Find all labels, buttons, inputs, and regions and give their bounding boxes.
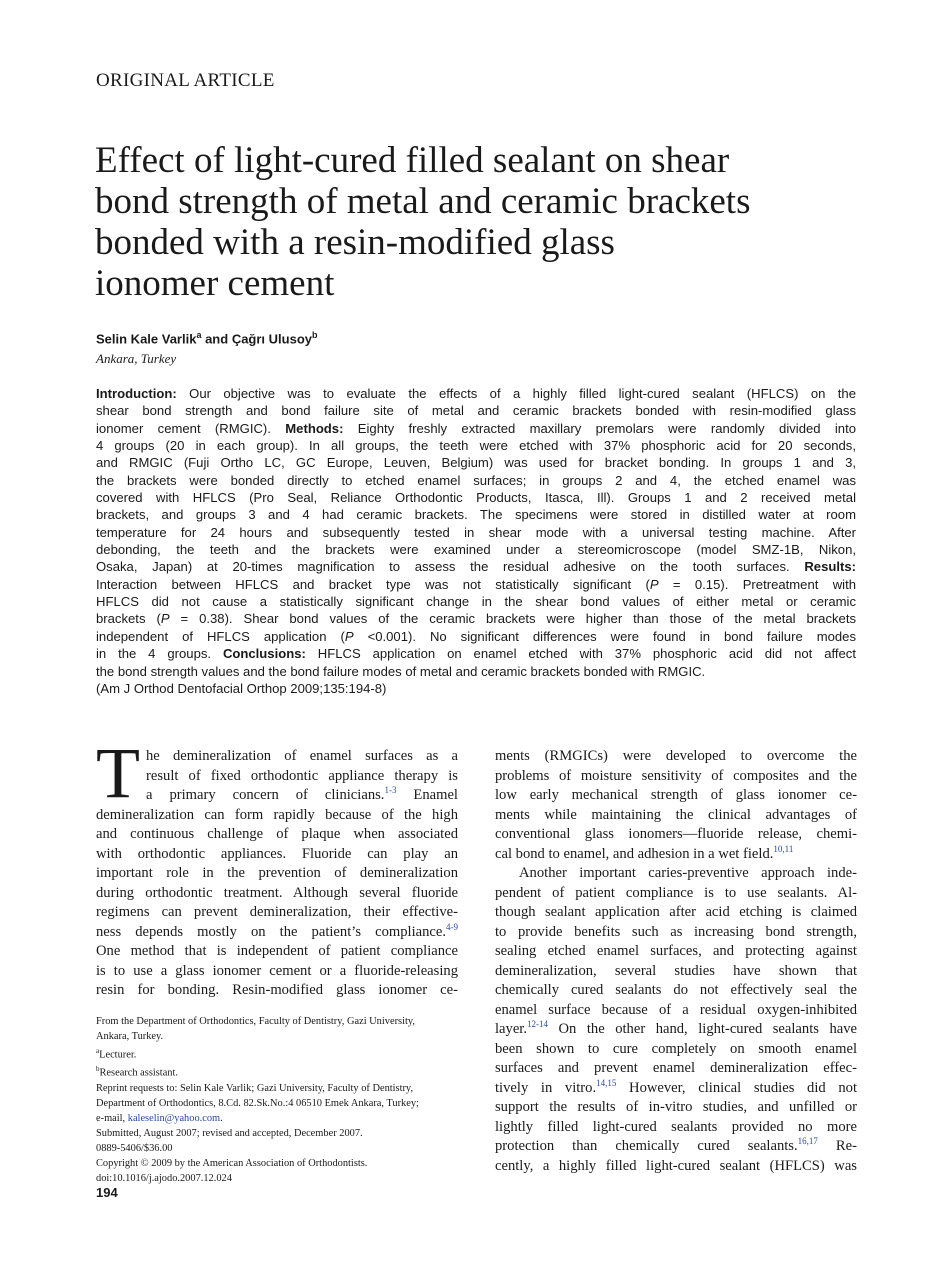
body-line: protection than chemically cured sealants.$^{16,17}$ Re- <box>495 1136 857 1154</box>
footnote-line: 0889-5406/$36.00 <box>96 1142 173 1154</box>
body-line: ness depends mostly on the patient’s compliance.$^{4-9}$ <box>96 921 458 940</box>
abstract-line: debonding, the teeth and the brackets were examined under a stereomicroscope (model SMZ-1B, Nikon, <box>96 542 856 558</box>
body-line: ments (RMGICs) were developed to overcome the <box>495 748 857 764</box>
body-line: important role in the prevention of demineralization <box>96 865 458 881</box>
body-line: surfaces and prevent enamel demineralization effec- <box>495 1060 857 1076</box>
body-line: cently, a highly filled light-cured sealant (HFLCS) was <box>495 1157 857 1174</box>
author-affil-mark: b <box>312 330 318 340</box>
stat-symbol: P <box>344 628 354 644</box>
abstract-line: shear bond strength and bond failure site of metal and ceramic brackets bonded with resin-modified glass <box>96 403 856 419</box>
body-line: sealing etched enamel surfaces, and protecting against <box>495 943 857 959</box>
drop-cap: T <box>96 733 140 813</box>
footnotes <box>96 1014 458 1186</box>
body-column-right <box>495 747 857 1176</box>
email-link[interactable]: kaleselin@yahoo.com <box>127 1112 221 1124</box>
body-line: is to use a glass ionomer cement or a fluoride-releasing <box>96 962 458 979</box>
title-line: bond strength of metal and ceramic brackets <box>95 181 751 222</box>
footnote-line: Ankara, Turkey. <box>96 1031 164 1042</box>
abstract-line: Introduction: Our objective was to evaluate the effects of a highly filled light-cured sealant (HFLCS) on the <box>96 386 856 401</box>
footnote-line: Reprint requests to: Selin Kale Varlik; Gazi University, Faculty of Dentistry, <box>96 1082 414 1094</box>
abstract-line: and RMGIC (Fuji Ortho LC, GC Europe, Leuven, Belgium) was used for bracket bonding. In groups 1 and 3, <box>96 455 856 471</box>
footnote-line: From the Department of Orthodontics, Faculty of Dentistry, Gazi University, <box>96 1016 415 1027</box>
page-number: 194 <box>96 1185 118 1200</box>
footnote-mark: b <box>96 1065 100 1074</box>
abstract-line: 4 groups (20 in each group). In all groups, the teeth were etched with 37% phosphoric acid for 20 seconds, <box>96 438 856 454</box>
body-line: result of fixed orthodontic appliance therapy is <box>146 767 458 784</box>
affiliation: Ankara, Turkey <box>96 351 177 366</box>
footnote-line: Copyright © 2009 by the American Association of Orthodontists. <box>96 1157 368 1169</box>
abstract-line: brackets, and groups 3 and 4 had ceramic brackets. The specimens were stored in distilled water at room <box>96 507 856 523</box>
author-list <box>96 330 318 346</box>
body-line: conventional glass ionomers—fluoride release, chemi- <box>495 826 857 842</box>
body-line: support the results of in-vitro studies, and unfilled or <box>495 1099 857 1115</box>
body-line: pendent of patient compliance is to use sealants. Al- <box>495 884 857 901</box>
body-line: during orthodontic treatment. Although several fluoride <box>96 884 458 901</box>
body-line: low early mechanical strength of glass ionomer ce- <box>495 787 857 803</box>
abstract-line: (Am J Orthod Dentofacial Orthop 2009;135:194-8) <box>96 680 387 696</box>
abstract <box>96 385 856 697</box>
body-line: a primary concern of clinicians.$^{1-3}$ Enamel <box>146 785 458 803</box>
body-line: lightly filled light-cured sealants provided no more <box>495 1118 857 1135</box>
abstract-line: temperature for 24 hours and subsequently tested in shear mode with a universal testing machine. After <box>96 524 856 540</box>
title-line: bonded with a resin-modified glass <box>95 222 615 263</box>
body-line: layer.$^{12-14}$ On the other hand, light-cured sealants have <box>495 1019 857 1037</box>
article-title <box>95 140 855 304</box>
citation-ref: 16,17 <box>797 1136 818 1146</box>
abstract-line: the bond strength values and the bond failure modes of metal and ceramic brackets bonded with RMGIC. <box>96 663 706 679</box>
body-line: with orthodontic appliances. Fluoride can play an <box>96 845 458 862</box>
body-line: enamel surface because of a residual oxygen-inhibited <box>495 1001 857 1018</box>
stat-symbol: P <box>160 611 170 627</box>
abstract-line: Osaka, Japan) at 20-times magnification to assess the residual adhesive on the tooth surfaces. Results: <box>96 559 856 575</box>
body-line: ments while maintaining the clinical advantages of <box>495 806 857 823</box>
body-line: Another important caries-preventive approach inde- <box>519 865 857 881</box>
abstract-line: brackets (P = 0.38). Shear bond values of the ceramic brackets were higher than those of the metal brackets <box>96 611 857 627</box>
footnote-line: Submitted, August 2007; revised and accepted, December 2007. <box>96 1127 363 1139</box>
abstract-section-label: Results: <box>804 559 856 575</box>
body-line: demineralization can form rapidly because of the high <box>96 806 458 823</box>
footnote-line: doi:10.1016/j.ajodo.2007.12.024 <box>96 1172 232 1184</box>
abstract-line: Interaction between HFLCS and bracket type was not statistically significant (P = 0.15). Pretreatment with <box>96 576 857 592</box>
citation-ref: 4-9 <box>446 921 458 932</box>
title-line: ionomer cement <box>95 263 335 304</box>
abstract-section-label: Methods: <box>285 420 344 436</box>
body-line: and continuous challenge of plaque when associated <box>96 826 458 842</box>
body-line: cal bond to enamel, and adhesion in a wet field.$^{10,11}$ <box>495 843 794 862</box>
footnote-mark: a <box>96 1047 100 1055</box>
author-joiner: and <box>201 331 232 347</box>
body-line: resin for bonding. Resin-modified glass ionomer ce- <box>96 982 458 998</box>
body-line: been shown to cure completely on smooth enamel <box>495 1040 857 1057</box>
abstract-section-label: Conclusions: <box>222 646 306 662</box>
abstract-line: the brackets were bonded directly to etched enamel surfaces; in groups 2 and 4, the etched enamel was <box>96 472 856 488</box>
abstract-line: ionomer cement (RMGIC). Methods: Eighty freshly extracted maxillary premolars were randomly divided into <box>96 420 856 436</box>
body-line: chemically cured sealants do not effectively seal the <box>495 982 857 998</box>
abstract-line: HFLCS did not cause a statistically significant change in the shear bond values of either metal or ceramic <box>96 594 856 610</box>
body-line: tively in vitro.$^{14,15}$ However, clinical studies did not <box>495 1077 857 1096</box>
title-line: Effect of light-cured filled sealant on shear <box>95 140 730 181</box>
citation-ref: 14,15 <box>596 1077 617 1088</box>
body-column-left <box>96 747 458 1001</box>
section-label: ORIGINAL ARTICLE <box>96 70 275 91</box>
footnote-line: e-mail, kaleselin@yahoo.com. <box>96 1112 223 1124</box>
abstract-line: independent of HFLCS application (P <0.001). No significant differences were found in bond failure modes <box>96 628 857 644</box>
citation-ref: 10,11 <box>773 843 794 854</box>
body-line: problems of moisture sensitivity of composites and the <box>495 767 857 784</box>
footnote-line: $^a$Lecturer. <box>96 1047 137 1061</box>
author-name: Selin Kale Varlik <box>96 331 197 347</box>
citation-ref: 1-3 <box>384 785 397 795</box>
citation-ref: 12-14 <box>527 1019 549 1029</box>
body-line: to provide benefits such as increasing bond strength, <box>495 923 857 940</box>
author-affil-mark: a <box>196 330 202 340</box>
footnote-line: Department of Orthodontics, 8.Cd. 82.Sk.No.:4 06510 Emek Ankara, Turkey; <box>96 1097 419 1109</box>
author-name: Çağrı Ulusoy <box>231 331 312 347</box>
body-line: demineralization, several studies have shown that <box>495 962 857 979</box>
stat-symbol: P <box>649 576 659 592</box>
abstract-section-label: Introduction: <box>96 386 177 401</box>
abstract-line: covered with HFLCS (Pro Seal, Reliance Orthodontic Products, Itasca, Ill). Groups 1 and 2 received metal <box>96 490 856 506</box>
body-line: though sealant application after acid etching is claimed <box>495 904 857 920</box>
footnote-line: $^b$Research assistant. <box>96 1065 178 1079</box>
abstract-line: in the 4 groups. Conclusions: HFLCS application on enamel etched with 37% phosphoric acid did not affect <box>96 646 856 662</box>
body-line: he demineralization of enamel surfaces as a <box>146 748 458 764</box>
body-line: One method that is independent of patient compliance <box>96 943 458 959</box>
body-line: regimens can prevent demineralization, their effective- <box>96 904 458 920</box>
